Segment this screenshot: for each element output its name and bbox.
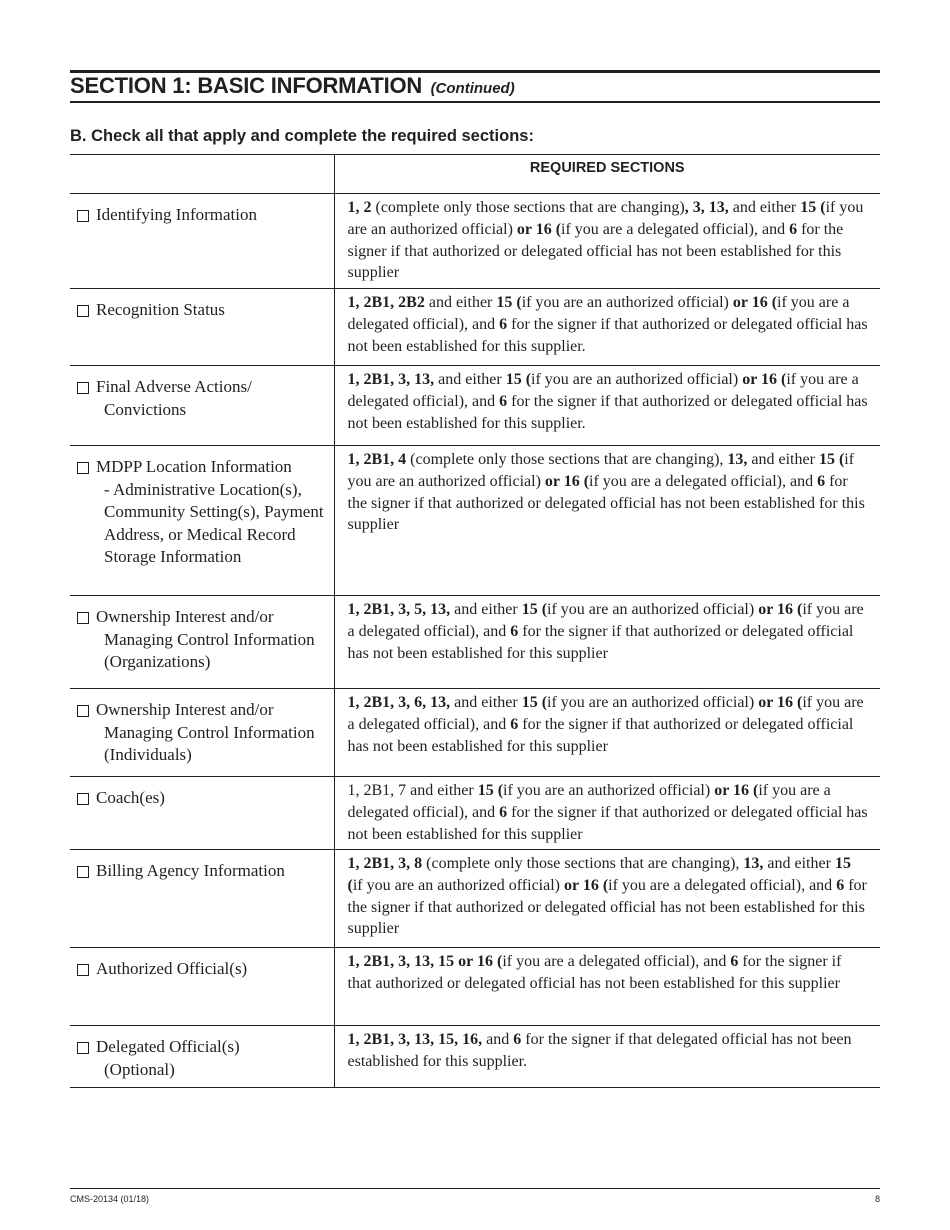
option-label-line1: Recognition Status — [96, 300, 225, 319]
table-row — [70, 194, 880, 289]
required-section-number: 13, — [743, 855, 764, 872]
option-cell — [70, 194, 334, 289]
required-sections-cell — [334, 366, 880, 446]
option-label-line1: Final Adverse Actions/ — [96, 377, 252, 396]
checkbox[interactable] — [77, 705, 89, 717]
required-section-note: and either — [450, 601, 522, 618]
required-section-number: 6 — [817, 472, 826, 490]
required-section-note: and either — [424, 294, 497, 311]
option-label — [77, 787, 330, 810]
table-row — [70, 948, 880, 1026]
required-section-note: if you are a delegated official), and — [347, 694, 864, 733]
option-label — [77, 204, 330, 227]
required-section-number: 15 ( — [505, 371, 532, 388]
required-sections-cell — [334, 689, 880, 777]
required-sections-text — [335, 596, 881, 664]
required-section-number: 1, 2B1, 3, 6, 13, — [347, 694, 451, 711]
required-sections-text — [335, 689, 881, 757]
required-section-number: 15 ( — [818, 451, 845, 468]
required-section-note: (complete only those sections that are changing), — [406, 451, 728, 468]
required-section-note: for the signer if that authorized or delegated official has not been established for this supplier — [347, 876, 867, 938]
required-section-number: or 16 ( — [758, 601, 803, 618]
option-checkbox-item[interactable] — [70, 194, 334, 227]
required-section-number: , 3, 13, — [684, 199, 729, 216]
option-label — [77, 376, 330, 421]
required-sections-table — [70, 154, 880, 1088]
required-section-number: 1, 2B1, 4 — [347, 451, 407, 468]
required-sections-text — [335, 446, 881, 536]
option-checkbox-item[interactable] — [70, 289, 334, 322]
header-required-sections: REQUIRED SECTIONS — [334, 155, 880, 194]
required-section-note: for the signer if that authorized or delegated official has not been established for this supplier — [347, 715, 854, 755]
table-row — [70, 596, 880, 689]
required-sections-cell — [334, 777, 880, 850]
option-checkbox-item[interactable] — [70, 446, 334, 569]
required-section-number: 15 ( — [347, 855, 851, 894]
header-blank-cell — [70, 155, 334, 194]
option-label — [77, 456, 330, 569]
required-section-number: 15 ( — [800, 199, 826, 216]
required-sections-cell — [334, 1026, 880, 1088]
required-section-note: if you are an authorized official) — [503, 782, 715, 799]
subsection-heading: B. Check all that apply and complete the required sections: — [70, 127, 534, 145]
required-sections-text — [335, 1026, 881, 1073]
required-section-note: if you are an authorized official) — [347, 199, 864, 238]
required-section-note: for the signer if that authorized or delegated official has not been established for this supplier — [347, 953, 842, 992]
section-title-text: SECTION 1: BASIC INFORMATION — [70, 73, 423, 98]
required-section-number: 15 ( — [477, 782, 504, 799]
option-cell — [70, 850, 334, 948]
required-section-number: or 16 ( — [516, 220, 562, 238]
table-row — [70, 289, 880, 366]
required-section-note: (complete only those sections that are changing), — [422, 855, 744, 872]
required-section-note: if you are an authorized official) — [547, 601, 759, 618]
required-section-number: or 16 ( — [742, 371, 787, 388]
option-cell — [70, 596, 334, 689]
required-section-number: 1, 2B1, 3, 13, 15, 16, — [347, 1031, 483, 1048]
checkbox[interactable] — [77, 964, 89, 976]
table-row — [70, 446, 880, 596]
option-cell — [70, 366, 334, 446]
checkbox[interactable] — [77, 382, 89, 394]
required-section-number: or 16 ( — [714, 782, 759, 799]
required-section-note: for the signer if that authorized or delegated official has not been established for this supplier — [347, 622, 854, 662]
required-sections-cell — [334, 948, 880, 1026]
required-sections-cell — [334, 194, 880, 289]
required-section-note: and either — [450, 694, 522, 711]
required-sections-text — [335, 194, 881, 284]
option-label-line1: Delegated Official(s) — [96, 1037, 240, 1056]
required-sections-text — [335, 777, 881, 845]
option-checkbox-item[interactable] — [70, 596, 334, 674]
required-section-number: 6 — [499, 803, 508, 821]
option-checkbox-item[interactable] — [70, 366, 334, 421]
section-bottom-rule — [70, 101, 880, 103]
required-section-number: 15 ( — [496, 294, 522, 311]
required-section-note: if you are a delegated official), and — [589, 472, 818, 490]
required-section-number: 6 — [789, 220, 798, 238]
required-section-note: if you are an authorized official) — [352, 876, 564, 894]
checkbox[interactable] — [77, 1042, 89, 1054]
required-section-note: if you are an authorized official) — [547, 694, 759, 711]
checkbox[interactable] — [77, 210, 89, 222]
required-section-note: and either — [728, 199, 801, 216]
required-section-note: if you are an authorized official) — [521, 294, 733, 311]
required-section-number: 15 ( — [521, 694, 548, 711]
form-id: CMS-20134 (01/18) — [70, 1194, 150, 1204]
option-cell — [70, 289, 334, 366]
required-section-note: if you are a delegated official), and — [347, 782, 831, 821]
option-label-line1: Billing Agency Information — [96, 861, 285, 880]
option-label — [77, 299, 330, 322]
required-section-number: 1, 2B1, 3, 13, — [347, 371, 435, 388]
option-label — [77, 699, 330, 767]
required-section-number: 1, 2B1, 3, 5, 13, — [347, 601, 451, 618]
required-section-note: if you are a delegated official), and — [502, 953, 731, 970]
required-section-note: for the signer if that authorized or delegated official has not been established for this supplier — [347, 803, 868, 843]
section-title — [70, 72, 880, 100]
option-label-line1: Coach(es) — [96, 788, 165, 807]
option-label-line1: Authorized Official(s) — [96, 959, 248, 978]
required-section-note: for the signer if that authorized or delegated official has not been established for this supplier — [347, 220, 844, 282]
option-label-line2: (Optional) — [104, 1059, 175, 1079]
required-section-note: for the signer if that authorized or delegated official has not been established for this supplier. — [347, 315, 868, 355]
required-section-note: and either — [763, 855, 835, 872]
form-page — [70, 0, 880, 1230]
option-label-line2: Convictions — [104, 399, 187, 419]
required-section-number: 1, 2B1, 2B2 — [347, 294, 425, 311]
option-cell — [70, 446, 334, 596]
required-section-note: if you are an authorized official) — [531, 371, 743, 388]
option-checkbox-item[interactable] — [70, 777, 334, 810]
required-section-number: or 16 ( — [758, 694, 803, 711]
required-section-number: 6 — [499, 392, 508, 410]
required-section-number: or 16 ( — [544, 472, 590, 490]
option-label-line1: Ownership Interest and/or — [96, 700, 274, 719]
required-section-note: if you are a delegated official), and — [347, 371, 859, 410]
option-label-line1: Ownership Interest and/or — [96, 607, 274, 626]
required-section-note: and either — [747, 451, 819, 468]
required-section-number: 15 ( — [521, 601, 548, 618]
option-label-line2: - Administrative Location(s), Community Setting(s), Payment Address, or Medical Record Storage Information — [104, 479, 324, 566]
page-number: 8 — [874, 1194, 880, 1204]
option-label — [77, 606, 330, 674]
option-checkbox-item[interactable] — [70, 689, 334, 767]
required-section-number: 6 — [513, 1031, 522, 1048]
required-sections-cell — [334, 289, 880, 366]
section-continued-label: (Continued) — [430, 80, 515, 97]
required-section-number: or 16 ( — [564, 876, 609, 894]
required-section-number: 1, 2B1, 3, 8 — [347, 855, 423, 872]
checkbox[interactable] — [77, 866, 89, 878]
table-row — [70, 366, 880, 446]
checkbox[interactable] — [77, 612, 89, 624]
option-cell — [70, 689, 334, 777]
required-section-note: and either — [434, 371, 506, 388]
required-sections-text — [335, 850, 881, 940]
option-label — [77, 1036, 330, 1081]
option-cell — [70, 777, 334, 850]
required-section-note: for the signer if that delegated official has not been established for this supplier. — [347, 1031, 852, 1070]
option-label — [77, 860, 330, 883]
required-section-note: for the signer if that authorized or delegated official has not been established for this supplier. — [347, 392, 868, 432]
required-sections-text — [335, 289, 881, 357]
required-section-note: 1, 2B1, 7 and either — [347, 782, 478, 799]
option-label-line1: Identifying Information — [96, 205, 257, 224]
option-checkbox-item[interactable] — [70, 850, 334, 883]
required-section-number: 6 — [510, 622, 519, 640]
required-sections-cell — [334, 596, 880, 689]
option-label-line1: MDPP Location Information — [96, 457, 292, 476]
required-sections-text — [335, 948, 881, 995]
required-section-number: 1, 2B1, 3, 13, 15 or 16 ( — [347, 953, 503, 970]
option-label-line2: Managing Control Information (Organizations) — [104, 629, 315, 671]
required-sections-cell — [334, 850, 880, 948]
required-section-note: if you are a delegated official), and — [608, 876, 837, 894]
checkbox[interactable] — [77, 305, 89, 317]
required-section-number: or 16 ( — [732, 294, 778, 311]
table-row — [70, 1026, 880, 1088]
footer-rule — [70, 1188, 880, 1189]
table-header-row — [70, 155, 880, 194]
required-section-note: if you are a delegated official), and — [347, 294, 850, 333]
required-section-number: 13, — [727, 451, 748, 468]
option-checkbox-item[interactable] — [70, 948, 334, 981]
required-section-note: if you are a delegated official), and — [561, 220, 790, 238]
table-row — [70, 777, 880, 850]
required-section-note: if you are an authorized official) — [347, 451, 855, 490]
required-section-number: 6 — [730, 953, 739, 970]
option-cell — [70, 1026, 334, 1088]
required-sections-cell — [334, 446, 880, 596]
required-section-note: and — [482, 1031, 514, 1048]
option-label-line2: Managing Control Information (Individuals) — [104, 722, 315, 764]
table-row — [70, 850, 880, 948]
required-section-number: 6 — [510, 715, 519, 733]
required-section-number: 6 — [836, 876, 845, 894]
required-sections-text — [335, 366, 881, 434]
checkbox[interactable] — [77, 462, 89, 474]
checkbox[interactable] — [77, 793, 89, 805]
option-label — [77, 958, 330, 981]
required-section-number: 1, 2 — [347, 199, 372, 216]
required-section-note: (complete only those sections that are changing) — [371, 199, 685, 216]
required-section-note: for the signer if that authorized or delegated official has not been established for this supplier — [347, 472, 865, 534]
option-cell — [70, 948, 334, 1026]
required-section-note: if you are a delegated official), and — [347, 601, 864, 640]
table-row — [70, 689, 880, 777]
required-section-number: 6 — [499, 315, 508, 333]
option-checkbox-item[interactable] — [70, 1026, 334, 1081]
